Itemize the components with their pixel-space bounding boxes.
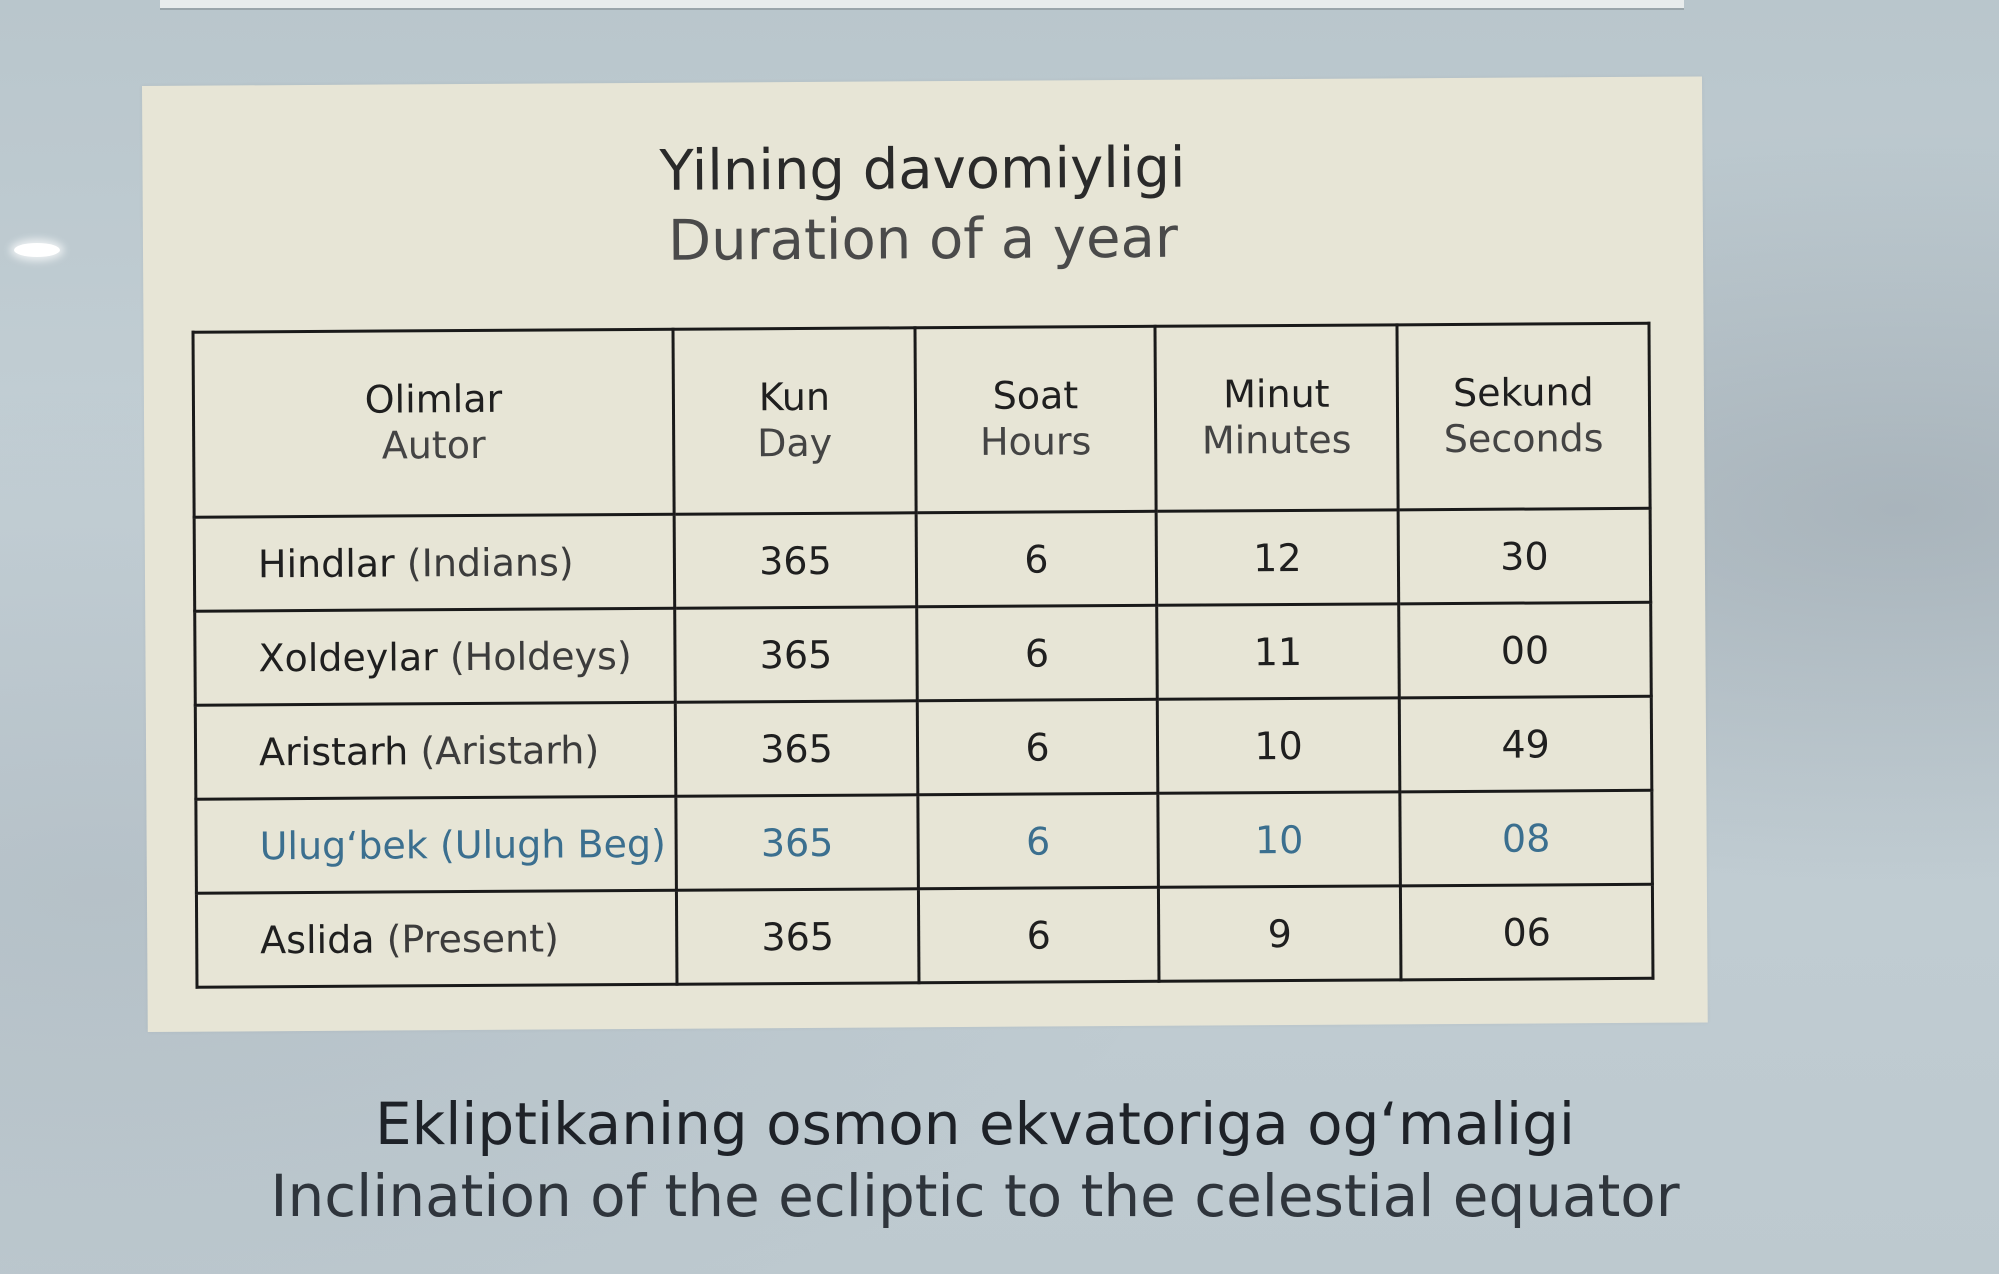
author-uz: Ulug‘bek [259, 822, 428, 868]
author-en: (Ulugh Beg) [439, 821, 667, 867]
cell-seconds: 06 [1400, 884, 1653, 980]
cell-hours: 6 [917, 605, 1158, 700]
next-section-title-uz: Ekliptikaning osmon ekvatoriga og‘maligi [374, 1090, 1576, 1158]
table-row [194, 508, 1651, 611]
header-hours-uz: Soat [992, 373, 1079, 419]
author-uz: Aslida [260, 917, 375, 962]
cell-minutes: 11 [1157, 604, 1400, 699]
header-day-uz: Kun [758, 375, 831, 420]
cell-minutes: 10 [1157, 698, 1400, 793]
header-day-en: Day [757, 420, 833, 466]
cell-minutes: 10 [1158, 792, 1401, 887]
cell-hours: 6 [918, 887, 1159, 982]
cell-seconds: 30 [1398, 508, 1651, 604]
header-author-uz: Olimlar [364, 377, 503, 423]
header-author [193, 329, 674, 517]
light-reflection [14, 243, 60, 257]
author-en: (Present) [386, 915, 560, 962]
cell-minutes: 12 [1156, 510, 1399, 605]
cell-hours: 6 [918, 793, 1159, 888]
cell-day: 365 [674, 513, 917, 608]
cell-day: 365 [675, 701, 918, 796]
cell-author [196, 796, 677, 893]
header-hours [915, 326, 1156, 512]
author-uz: Xoldeylar [258, 634, 438, 680]
next-section-title-en: Inclination of the ecliptic to the celestial equator [270, 1162, 1680, 1230]
author-uz: Hindlar [257, 540, 395, 586]
table-row [196, 884, 1653, 987]
header-minutes-uz: Minut [1223, 372, 1330, 417]
cell-day: 365 [676, 889, 919, 984]
author-uz: Aristarh [258, 728, 409, 774]
top-frame-edge [160, 0, 1684, 10]
author-en: (Holdeys) [449, 633, 632, 679]
header-seconds-en: Seconds [1443, 416, 1604, 462]
table-row-highlighted [196, 790, 1653, 893]
author-en: (Indians) [406, 539, 574, 585]
header-day [673, 328, 916, 514]
header-seconds [1397, 323, 1650, 510]
cell-hours: 6 [916, 511, 1157, 606]
header-hours-en: Hours [979, 419, 1092, 464]
table-header-row [193, 323, 1650, 517]
table-row [195, 602, 1652, 705]
cell-minutes: 9 [1158, 886, 1401, 981]
year-duration-table [191, 322, 1654, 989]
cell-day: 365 [675, 607, 918, 702]
board-title-uz: Yilning davomiyligi [659, 135, 1186, 204]
author-en: (Aristarh) [420, 727, 600, 773]
cell-day: 365 [676, 795, 919, 890]
header-seconds-uz: Sekund [1452, 370, 1594, 416]
info-board [142, 76, 1708, 1032]
cell-author [195, 702, 676, 799]
cell-hours: 6 [917, 699, 1158, 794]
cell-author [195, 608, 676, 705]
header-minutes-en: Minutes [1201, 417, 1352, 463]
board-title-en: Duration of a year [667, 205, 1179, 274]
cell-author [196, 890, 677, 987]
cell-seconds: 49 [1399, 696, 1652, 792]
cell-author [194, 514, 675, 611]
cell-seconds: 00 [1399, 602, 1652, 698]
header-author-en: Autor [381, 422, 486, 468]
table-row [195, 696, 1652, 799]
cell-seconds: 08 [1400, 790, 1653, 886]
header-minutes [1155, 325, 1398, 511]
